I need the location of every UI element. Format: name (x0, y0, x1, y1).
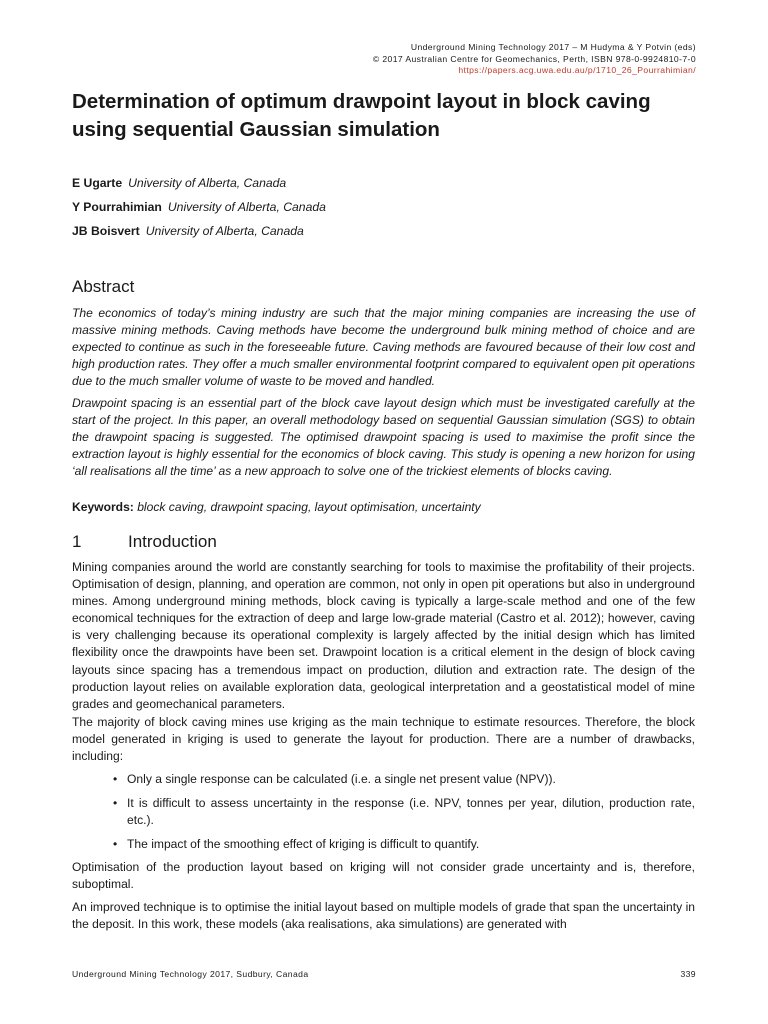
author-list (72, 172, 692, 243)
section-number: 1 (72, 532, 82, 551)
introduction-heading (72, 531, 217, 553)
list-item-text: The impact of the smoothing effect of kriging is difficult to quantify. (127, 837, 480, 852)
page-number: 339 (680, 969, 696, 979)
body-paragraph: Optimisation of the production layout based on kriging will not consider grade uncertainty and is, therefore, suboptimal. (72, 860, 695, 892)
bullet-icon: • (113, 772, 118, 786)
drawbacks-list (72, 771, 695, 853)
author-affiliation: University of Alberta, Canada (167, 199, 326, 214)
header-proceedings: Underground Mining Technology 2017 – M Hudyma & Y Potvin (eds) (410, 42, 696, 52)
keywords-values: block caving, drawpoint spacing, layout optimisation, uncertainty (137, 500, 481, 514)
bullet-icon: • (113, 796, 118, 811)
list-item-text: It is difficult to assess uncertainty in the response (i.e. NPV, tonnes per year, dilution, production rate, etc.). (127, 796, 695, 828)
body-paragraph: Mining companies around the world are constantly searching for tools to maximise the profitability of their projects. Optimisation of design, planning, and operation are common, not only in open pit operations but also in underground mines. Among underground mining methods, block caving is typically a large-scale method and one of the few economical techniques for the extraction of deep and large low-grade material (Castro et al. 2012); however, caving is very challenging because its operational complexity is largely affected by the initial design which has limited flexibility once the drawpoints have been set. Drawpoint location is a critical element in the design of block caving layouts since spacing has a tremendous impact on production, dilution and extraction rate. The design of the production layout relies on available exploration data, geological interpretation and a geostatistical model of mine grades and geomechanical parameters. (72, 560, 695, 711)
header-url-link[interactable]: https://papers.acg.uwa.edu.au/p/1710_26_Pourrahimian/ (458, 65, 696, 75)
author-entry (72, 172, 692, 196)
list-item (72, 836, 695, 853)
abstract-paragraph: Drawpoint spacing is an essential part of the block cave layout design which must be investigated carefully at the start of the project. In this paper, an overall methodology based on sequential Gaussian simulation (SGS) to obtain the drawpoint spacing is suggested. The optimised drawpoint spacing is used to maximise the profit since the extraction layout is highly essential for the economics of block caving. This study is opening a new horizon for using ‘all realisations all the time’ as a new approach to solve one of the trickiest elements of blocks caving. (72, 396, 695, 479)
paper-title: Determination of optimum drawpoint layout in block caving using sequential Gaussian simulation (72, 90, 651, 141)
keywords-line (72, 499, 695, 516)
running-header (373, 42, 696, 77)
list-item (72, 795, 695, 829)
body-paragraph: An improved technique is to optimise the initial layout based on multiple models of grade that span the uncertainty in the deposit. In this work, these models (aka realisations, aka simulations) are generated with (72, 900, 695, 932)
list-item (72, 771, 695, 788)
author-affiliation: University of Alberta, Canada (145, 223, 304, 238)
section-title: Introduction (128, 532, 217, 551)
footer-conference: Underground Mining Technology 2017, Sudbury, Canada (72, 969, 309, 979)
bullet-icon: • (113, 837, 118, 852)
author-affiliation: University of Alberta, Canada (128, 176, 287, 190)
body-paragraph: The majority of block caving mines use kriging as the main technique to estimate resources. Therefore, the block model generated in kriging is used to generate the layout for production. There are a number of drawbacks, including: (72, 715, 695, 764)
author-entry (72, 220, 692, 244)
header-copyright: © 2017 Australian Centre for Geomechanics, Perth, ISBN 978-0-9924810-7-0 (372, 53, 696, 64)
author-name: E Ugarte (72, 176, 123, 190)
abstract-paragraph: The economics of today’s mining industry are such that the major mining companies are increasing the use of massive mining methods. Caving methods have become the underground bulk mining method of choice and are expected to continue as such in the foreseeable future. Caving methods are favoured because of their low cost and high production rates. They offer a much smaller environmental footprint compared to equivalent open pit operations due to the much smaller volume of waste to be moved and handled. (72, 306, 695, 389)
author-entry (72, 196, 692, 220)
list-item-text: Only a single response can be calculated (i.e. a single net present value (NPV)). (127, 772, 556, 786)
author-name: Y Pourrahimian (72, 199, 162, 214)
keywords-label: Keywords: (72, 500, 134, 514)
abstract-heading: Abstract (72, 277, 135, 296)
author-name: JB Boisvert (72, 223, 140, 238)
